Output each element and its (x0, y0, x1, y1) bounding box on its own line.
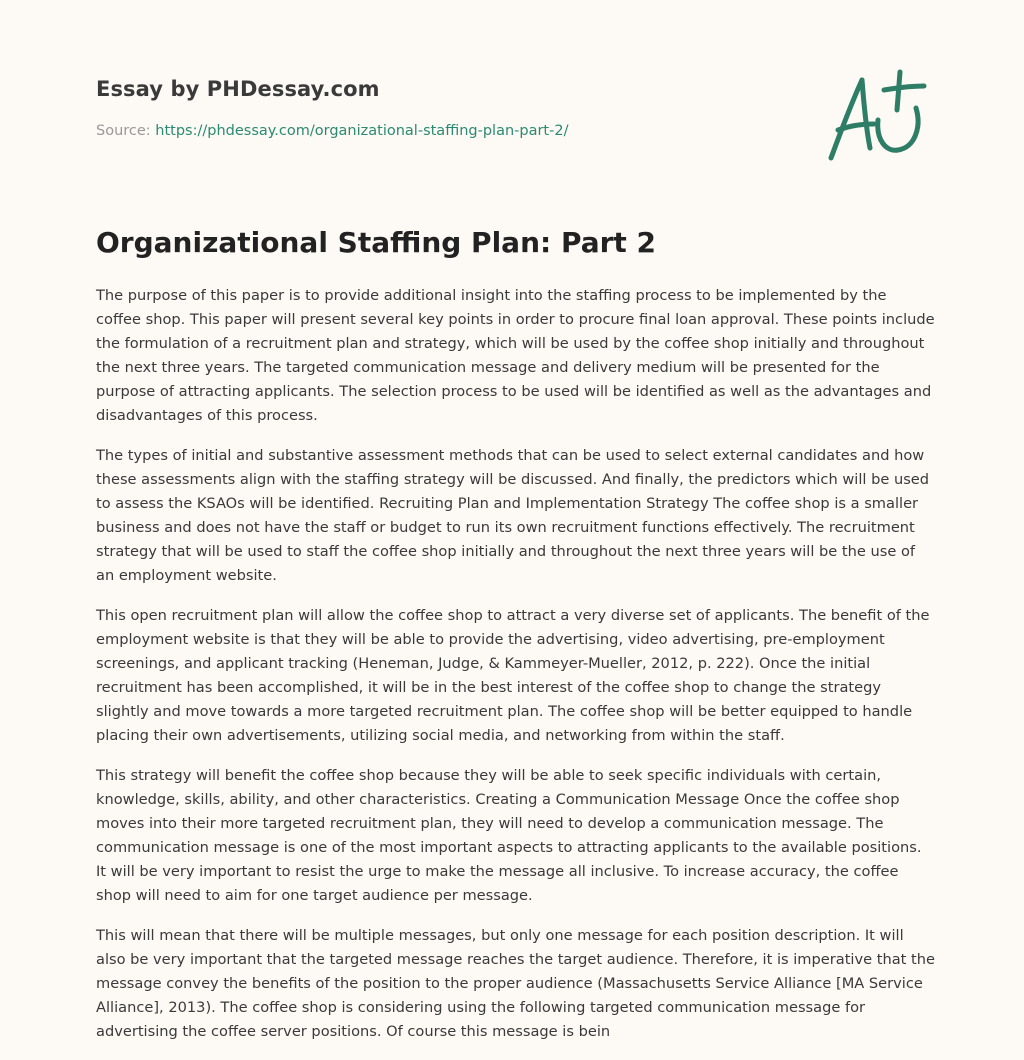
source-line (96, 123, 568, 139)
source-link[interactable]: https://phdessay.com/organizational-staffing-plan-part-2/ (155, 123, 569, 139)
essay-paragraph: This open recruitment plan will allow the coffee shop to attract a very diverse set of applicants. The benefit of the employment website is that they will be able to provide the advertising, video advertising, pre-employment screenings, and applicant tracking (Heneman, Judge, & Kammeyer-Mueller, 2012, p. 222). Once the initial recruitment has been accomplished, it will be in the best interest of the coffee shop to change the strategy slightly and move towards a more targeted recruitment plan. The coffee shop will be better equipped to handle placing their own advertisements, utilizing social media, and networking from within the staff. (96, 607, 930, 744)
source-label: Source: (96, 123, 151, 139)
a-plus-grade-icon (826, 66, 930, 166)
essay-paragraph: The purpose of this paper is to provide additional insight into the staffing process to be implemented by the coffee shop. This paper will present several key points in order to procure final loan approval. These points include the formulation of a recruitment plan and strategy, which will be used by the coffee shop initially and throughout the next three years. The targeted communication message and delivery medium will be presented for the purpose of attracting applicants. The selection process to be used will be identified as well as the advantages and disadvantages of this process. (96, 287, 935, 424)
essay-title: Organizational Staffing Plan: Part 2 (96, 226, 657, 259)
essay-paragraph: This will mean that there will be multiple messages, but only one message for each position description. It will also be very important that the targeted message reaches the target audience. Therefore, it is imperative that the message convey the benefits of the position to the proper audience (Massachusetts Service Alliance [MA Service Alliance], 2013). The coffee shop is considering using the following targeted communication message for advertising the coffee server positions. Of course this message is bein (96, 927, 935, 1040)
essay-body (96, 284, 936, 1060)
essay-paragraph: The types of initial and substantive assessment methods that can be used to select external candidates and how these assessments align with the staffing strategy will be discussed. And finally, the predictors which will be used to assess the KSAOs will be identified. Recruiting Plan and Implementation Strategy The coffee shop is a smaller business and does not have the staff or budget to run its own recruitment functions effectively. The recruitment strategy that will be used to staff the coffee shop initially and throughout the next three years will be the use of an employment website. (96, 447, 930, 584)
essay-paragraph: This strategy will benefit the coffee shop because they will be able to seek specific individuals with certain, knowledge, skills, ability, and other characteristics. Creating a Communication Message Once the coffee shop moves into their more targeted recruitment plan, they will need to develop a communication message. The communication message is one of the most important aspects to attracting applicants to the available positions. It will be very important to resist the urge to make the message all inclusive. To increase accuracy, the coffee shop will need to aim for one target audience per message. (96, 767, 922, 904)
site-brand: Essay by PHDessay.com (96, 77, 380, 101)
